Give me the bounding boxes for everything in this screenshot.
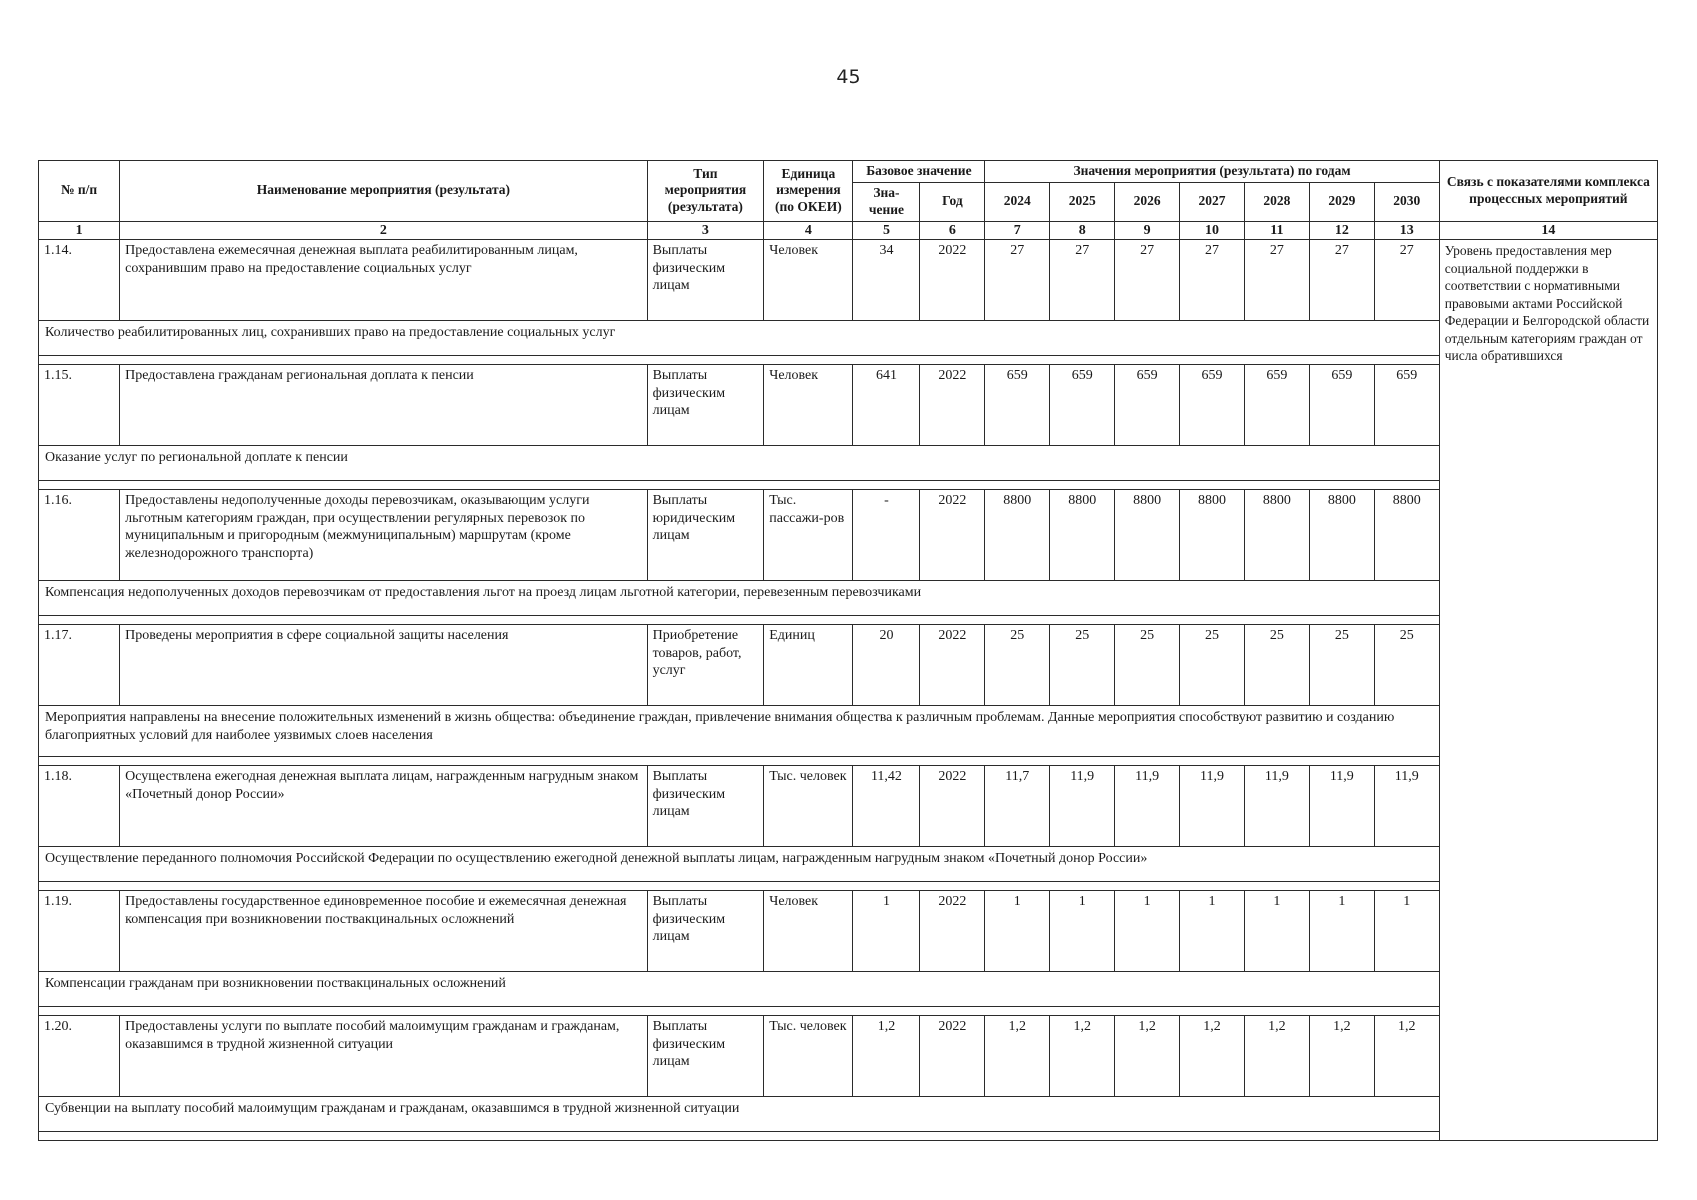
spacer-cell: [39, 757, 1440, 766]
spacer-row: [39, 757, 1658, 766]
row-name: Предоставлены услуги по выплате пособий малоимущим гражданам и гражданам, оказавшимся в трудной жизненной ситуации: [120, 1016, 647, 1097]
header-year: 2026: [1115, 182, 1180, 221]
row-value: 1: [1309, 891, 1374, 972]
row-type: Выплаты физическим лицам: [647, 365, 764, 446]
column-number: 8: [1050, 221, 1115, 240]
row-value: 1: [1374, 891, 1439, 972]
row-num: 1.20.: [39, 1016, 120, 1097]
row-base-value: 11,42: [853, 766, 920, 847]
description-row: [39, 1097, 1658, 1132]
row-unit: Человек: [764, 891, 853, 972]
row-value: 8800: [1244, 490, 1309, 581]
header-base-value: Зна-чение: [853, 182, 920, 221]
table-row: [39, 490, 1658, 581]
row-name: Предоставлены недополученные доходы перевозчикам, оказывающим услуги льготным категориям граждан, при осуществлении регулярных перевозок по муниципальным и пригородным (межмуниципальным) маршрутам (кроме железнодорожного транспорта): [120, 490, 647, 581]
spacer-cell: [39, 882, 1440, 891]
row-name: Осуществлена ежегодная денежная выплата лицам, награжденным нагрудным знаком «Почетный донор России»: [120, 766, 647, 847]
row-description: Оказание услуг по региональной доплате к пенсии: [39, 446, 1440, 481]
row-value: 11,9: [1309, 766, 1374, 847]
table-row: [39, 365, 1658, 446]
row-unit: Человек: [764, 365, 853, 446]
column-number: 13: [1374, 221, 1439, 240]
spacer-row: [39, 1132, 1658, 1141]
row-value: 1,2: [1244, 1016, 1309, 1097]
column-number: 5: [853, 221, 920, 240]
row-unit: Человек: [764, 240, 853, 321]
spacer-cell: [39, 356, 1440, 365]
row-base-value: 34: [853, 240, 920, 321]
row-value: 659: [1050, 365, 1115, 446]
column-number: 3: [647, 221, 764, 240]
row-value: 11,9: [1180, 766, 1245, 847]
header-type: Тип мероприятия (результата): [647, 161, 764, 222]
row-value: 8800: [1374, 490, 1439, 581]
row-num: 1.16.: [39, 490, 120, 581]
table-row: [39, 891, 1658, 972]
row-description: Количество реабилитированных лиц, сохранивших право на предоставление социальных услуг: [39, 321, 1440, 356]
row-value: 659: [1244, 365, 1309, 446]
row-value: 659: [1115, 365, 1180, 446]
header-link: Связь с показателями комплекса процессных мероприятий: [1439, 161, 1657, 222]
row-value: 27: [1309, 240, 1374, 321]
row-num: 1.18.: [39, 766, 120, 847]
row-value: 1,2: [985, 1016, 1050, 1097]
header-year: 2025: [1050, 182, 1115, 221]
row-value: 1: [985, 891, 1050, 972]
row-base-value: 1: [853, 891, 920, 972]
row-base-year: 2022: [920, 490, 985, 581]
row-value: 1: [1244, 891, 1309, 972]
row-description: Мероприятия направлены на внесение положительных изменений в жизнь общества: объединение граждан, привлечение внимания общества к различным проблемам. Данные мероприятия способствуют развитию и созданию благоприятных условий для наиболее уязвимых слоев населения: [39, 706, 1440, 757]
spacer-cell: [39, 616, 1440, 625]
row-value: 1,2: [1374, 1016, 1439, 1097]
row-value: 11,9: [1115, 766, 1180, 847]
row-type: Выплаты физическим лицам: [647, 240, 764, 321]
column-number: 7: [985, 221, 1050, 240]
row-base-year: 2022: [920, 240, 985, 321]
page-number: 45: [836, 66, 861, 88]
row-unit: Единиц: [764, 625, 853, 706]
spacer-cell: [39, 1007, 1440, 1016]
row-value: 1: [1115, 891, 1180, 972]
row-name: Предоставлены государственное единовременное пособие и ежемесячная денежная компенсация при возникновении поствакцинальных осложнений: [120, 891, 647, 972]
row-base-value: 1,2: [853, 1016, 920, 1097]
row-value: 659: [985, 365, 1050, 446]
spacer-row: [39, 356, 1658, 365]
link-cell: Уровень предоставления мер социальной поддержки в соответствии с нормативными правовыми актами Российской Федерации и Белгородской области отдельным категориям граждан от числа обратившихся: [1439, 240, 1657, 1141]
column-number: 9: [1115, 221, 1180, 240]
row-base-year: 2022: [920, 891, 985, 972]
row-num: 1.19.: [39, 891, 120, 972]
row-description: Компенсация недополученных доходов перевозчикам от предоставления льгот на проезд лицам льготной категории, перевезенным перевозчиками: [39, 581, 1440, 616]
row-value: 25: [1244, 625, 1309, 706]
row-value: 8800: [1115, 490, 1180, 581]
description-row: [39, 847, 1658, 882]
column-number: 4: [764, 221, 853, 240]
row-value: 27: [1180, 240, 1245, 321]
row-value: 25: [1050, 625, 1115, 706]
row-base-value: -: [853, 490, 920, 581]
column-number: 11: [1244, 221, 1309, 240]
row-type: Выплаты физическим лицам: [647, 891, 764, 972]
header-year: 2028: [1244, 182, 1309, 221]
row-value: 8800: [1050, 490, 1115, 581]
spacer-row: [39, 1007, 1658, 1016]
row-value: 8800: [1309, 490, 1374, 581]
header-num: № п/п: [39, 161, 120, 222]
description-row: [39, 972, 1658, 1007]
row-unit: Тыс. человек: [764, 766, 853, 847]
row-value: 25: [985, 625, 1050, 706]
header-year: 2027: [1180, 182, 1245, 221]
row-name: Проведены мероприятия в сфере социальной защиты населения: [120, 625, 647, 706]
row-value: 1,2: [1115, 1016, 1180, 1097]
row-description: Осуществление переданного полномочия Российской Федерации по осуществлению ежегодной денежной выплаты лицам, награжденным нагрудным знаком «Почетный донор России»: [39, 847, 1440, 882]
description-row: [39, 446, 1658, 481]
column-number: 1: [39, 221, 120, 240]
row-num: 1.14.: [39, 240, 120, 321]
row-value: 1,2: [1180, 1016, 1245, 1097]
row-base-year: 2022: [920, 365, 985, 446]
row-value: 27: [1115, 240, 1180, 321]
row-base-value: 641: [853, 365, 920, 446]
row-value: 11,9: [1374, 766, 1439, 847]
row-type: Приобретение товаров, работ, услуг: [647, 625, 764, 706]
row-type: Выплаты физическим лицам: [647, 1016, 764, 1097]
row-num: 1.15.: [39, 365, 120, 446]
row-unit: Тыс. пассажи-ров: [764, 490, 853, 581]
row-name: Предоставлена гражданам региональная доплата к пенсии: [120, 365, 647, 446]
row-base-year: 2022: [920, 1016, 985, 1097]
row-description: Компенсации гражданам при возникновении поствакцинальных осложнений: [39, 972, 1440, 1007]
header-base-year: Год: [920, 182, 985, 221]
spacer-row: [39, 481, 1658, 490]
row-value: 27: [1374, 240, 1439, 321]
column-number-row: [39, 221, 1658, 240]
description-row: [39, 706, 1658, 757]
header-year: 2024: [985, 182, 1050, 221]
row-name: Предоставлена ежемесячная денежная выплата реабилитированным лицам, сохранившим право на предоставление социальных услуг: [120, 240, 647, 321]
column-number: 12: [1309, 221, 1374, 240]
row-value: 25: [1374, 625, 1439, 706]
row-num: 1.17.: [39, 625, 120, 706]
table-row: [39, 240, 1658, 321]
row-value: 11,9: [1244, 766, 1309, 847]
table-row: [39, 625, 1658, 706]
column-number: 10: [1180, 221, 1245, 240]
table-row: [39, 766, 1658, 847]
row-value: 8800: [1180, 490, 1245, 581]
row-value: 1,2: [1050, 1016, 1115, 1097]
row-value: 25: [1180, 625, 1245, 706]
row-value: 1: [1050, 891, 1115, 972]
column-number: 6: [920, 221, 985, 240]
row-value: 659: [1374, 365, 1439, 446]
table-header: [39, 161, 1658, 240]
row-value: 25: [1309, 625, 1374, 706]
spacer-cell: [39, 1132, 1440, 1141]
row-base-value: 20: [853, 625, 920, 706]
row-base-year: 2022: [920, 766, 985, 847]
row-type: Выплаты физическим лицам: [647, 766, 764, 847]
header-year: 2029: [1309, 182, 1374, 221]
row-base-year: 2022: [920, 625, 985, 706]
header-base: Базовое значение: [853, 161, 985, 183]
column-number: 2: [120, 221, 647, 240]
row-value: 25: [1115, 625, 1180, 706]
header-year: 2030: [1374, 182, 1439, 221]
row-value: 659: [1309, 365, 1374, 446]
column-number: 14: [1439, 221, 1657, 240]
row-value: 1: [1180, 891, 1245, 972]
table-row: [39, 1016, 1658, 1097]
row-value: 1,2: [1309, 1016, 1374, 1097]
spacer-cell: [39, 481, 1440, 490]
header-name: Наименование мероприятия (результата): [120, 161, 647, 222]
row-value: 659: [1180, 365, 1245, 446]
spacer-row: [39, 616, 1658, 625]
description-row: [39, 581, 1658, 616]
row-value: 11,7: [985, 766, 1050, 847]
row-value: 11,9: [1050, 766, 1115, 847]
measures-table: [38, 160, 1658, 1141]
row-unit: Тыс. человек: [764, 1016, 853, 1097]
spacer-row: [39, 882, 1658, 891]
description-row: [39, 321, 1658, 356]
row-value: 8800: [985, 490, 1050, 581]
row-value: 27: [1244, 240, 1309, 321]
row-type: Выплаты юридическим лицам: [647, 490, 764, 581]
header-years-group: Значения мероприятия (результата) по годам: [985, 161, 1439, 183]
row-value: 27: [1050, 240, 1115, 321]
header-unit: Единица измерения (по ОКЕИ): [764, 161, 853, 222]
row-description: Субвенции на выплату пособий малоимущим гражданам и гражданам, оказавшимся в трудной жизненной ситуации: [39, 1097, 1440, 1132]
row-value: 27: [985, 240, 1050, 321]
